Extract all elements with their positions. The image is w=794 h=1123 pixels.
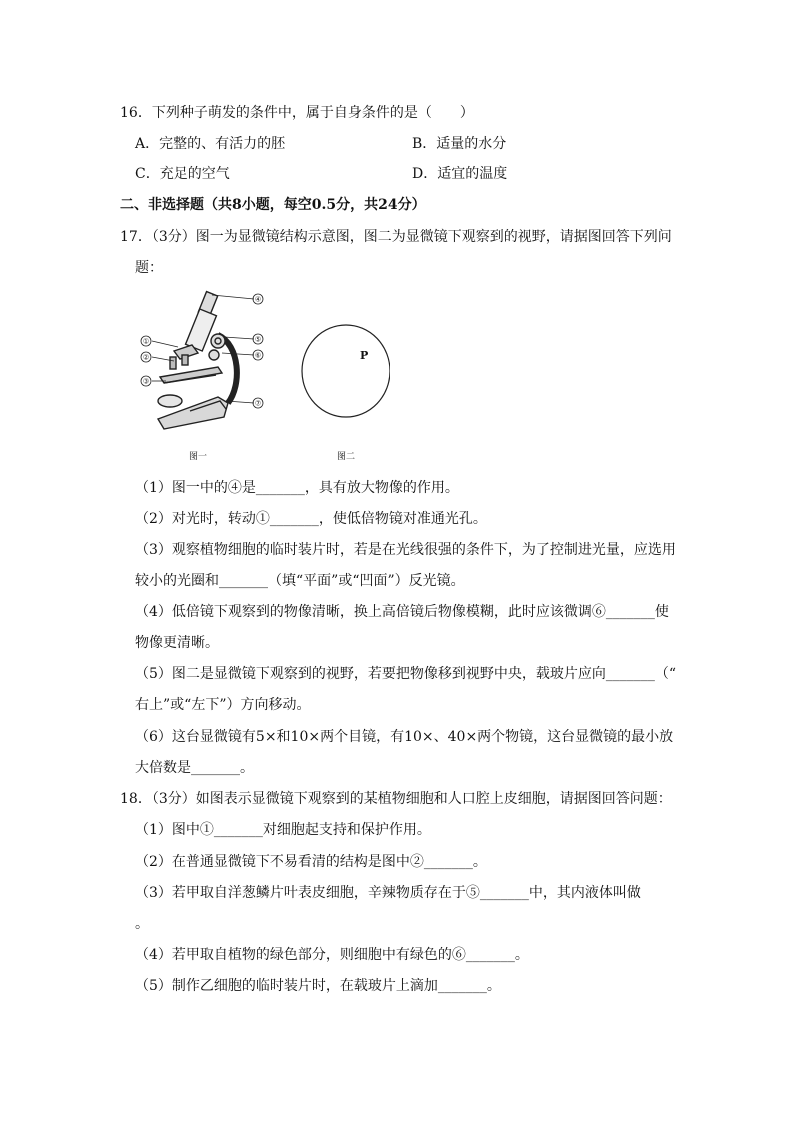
marker-2: ②	[142, 353, 150, 362]
q18-stem: 18．（3分）如图表示显微镜下观察到的某植物细胞和人口腔上皮细胞，请据图回答问题：	[120, 791, 672, 807]
q16-option-c: C．充足的空气	[135, 166, 230, 182]
q17-sub3-line1: （3）观察植物细胞的临时装片时，若是在光线很强的条件下，为了控制进光量，应选用	[135, 542, 676, 558]
q17-sub5-line1: （5）图二是显微镜下观察到的视野，若要把物像移到视野中央，载玻片应向_______（“	[135, 666, 677, 682]
marker-4: ④	[254, 295, 262, 304]
q18-sub2: （2）在普通显微镜下不易看清的结构是图中②_______。	[135, 854, 487, 870]
marker-6: ⑥	[254, 351, 262, 360]
marker-7: ⑦	[254, 399, 262, 408]
q17-sub2: （2）对光时，转动①_______，使低倍物镜对准通光孔。	[135, 511, 487, 527]
q18-sub5: （5）制作乙细胞的临时装片时，在载玻片上滴加_______。	[135, 978, 501, 994]
q17-sub1: （1）图一中的④是_______，具有放大物像的作用。	[135, 480, 459, 496]
q17-sub6-line2: 大倍数是_______。	[135, 760, 254, 776]
q17-stem-line2: 题：	[135, 260, 163, 276]
q17-sub6-line1: （6）这台显微镜有5×和10×两个目镜，有10×、40×两个物镜，这台显微镜的最小放	[135, 729, 674, 745]
q17-sub3-line2: 较小的光圈和_______（填“平面”或“凹面”）反光镜。	[135, 573, 465, 589]
q16-option-d: D．适宜的温度	[412, 166, 508, 182]
marker-3: ③	[142, 377, 150, 386]
q16-option-b: B．适量的水分	[412, 136, 507, 152]
figure1-caption: 图一	[188, 452, 208, 462]
field-of-view-letter: P	[360, 349, 369, 362]
marker-1: ①	[142, 337, 150, 346]
q16-stem: 16．下列种子萌发的条件中，属于自身条件的是（ ）	[120, 105, 474, 121]
q17-sub5-line2: 右上”或“左下”）方向移动。	[135, 697, 311, 713]
marker-5: ⑤	[254, 335, 262, 344]
q17-stem-line1: 17．（3分）图一为显微镜结构示意图，图二为显微镜下观察到的视野，请据图回答下列问	[120, 229, 672, 245]
section-heading: 二、非选择题（共8小题，每空0.5分，共24分）	[120, 197, 426, 213]
q16-option-a: A．完整的、有活力的胚	[135, 136, 286, 152]
q17-sub4-line1: （4）低倍镜下观察到的物像清晰，换上高倍镜后物像模糊，此时应该微调⑥_______使	[135, 604, 669, 620]
q18-sub3-line1: （3）若甲取自洋葱鳞片叶表皮细胞，辛辣物质存在于⑤_______中，其内液体叫做	[135, 885, 641, 901]
q17-sub4-line2: 物像更清晰。	[135, 635, 219, 651]
q17-figure	[130, 285, 390, 465]
figure2-caption: 图二	[336, 452, 356, 462]
q18-sub3-line2: 。	[135, 916, 149, 932]
field-of-view-circle	[302, 325, 390, 417]
q18-sub1: （1）图中①_______对细胞起支持和保护作用。	[135, 822, 431, 838]
q18-sub4: （4）若甲取自植物的绿色部分，则细胞中有绿色的⑥_______。	[135, 947, 529, 963]
